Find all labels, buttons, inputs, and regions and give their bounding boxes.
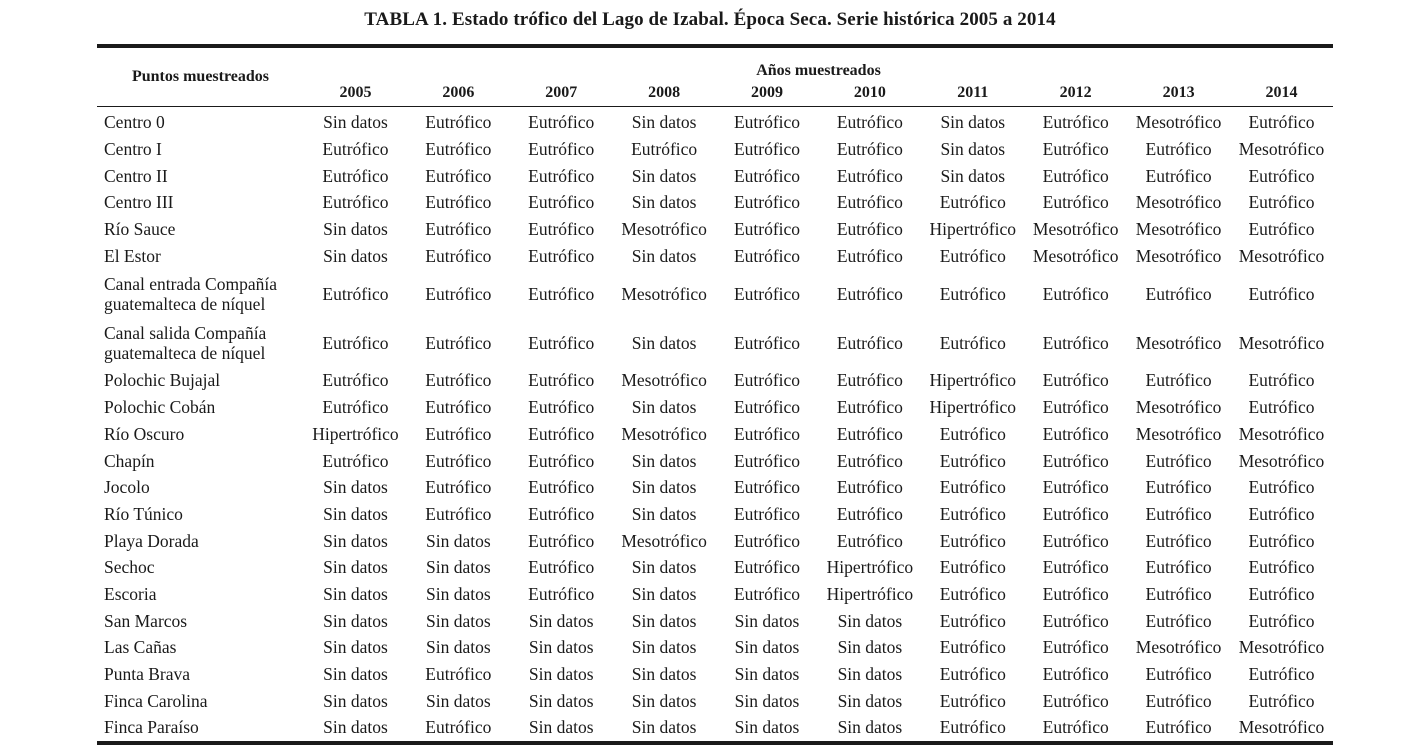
trophic-state-cell-2013: Eutrófico <box>1145 530 1212 551</box>
trophic-state-cell-2012: Eutrófico <box>1042 332 1109 353</box>
trophic-state-cell-2012: Eutrófico <box>1042 165 1109 186</box>
trophic-state-cell-2009: Eutrófico <box>733 397 801 418</box>
table-title: TABLA 1. Estado trófico del Lago de Izabal. Época Seca. Serie histórica 2005 a 2014 <box>364 9 1056 30</box>
sampling-point-cell: Jocolo <box>104 477 150 498</box>
trophic-state-cell-2009: Eutrófico <box>733 112 801 133</box>
trophic-state-cell-2013: Eutrófico <box>1145 690 1212 711</box>
trophic-state-cell-2008: Sin datos <box>631 397 697 418</box>
year-header-2013: 2013 <box>1127 80 1230 106</box>
trophic-state-cell-2007: Sin datos <box>528 637 594 658</box>
trophic-state-cell-2014: Mesotrófico <box>1238 637 1325 658</box>
trophic-state-cell-2006: Eutrófico <box>425 664 492 685</box>
trophic-state-cell-2008: Eutrófico <box>631 139 698 160</box>
trophic-state-cell-2007: Eutrófico <box>528 192 595 213</box>
sampling-point-cell: Centro II <box>104 165 168 186</box>
trophic-state-cell-2013: Mesotrófico <box>1135 219 1222 240</box>
sampling-point-cell: Canal entrada Compañía guatemalteca de níquel <box>104 273 277 314</box>
table-row <box>97 661 1333 688</box>
trophic-state-cell-2012: Eutrófico <box>1042 664 1109 685</box>
points-column-header: Puntos muestreados <box>97 46 304 107</box>
year-header-2006: 2006 <box>407 80 510 106</box>
trophic-state-cell-2010: Sin datos <box>837 717 903 738</box>
table-container <box>97 44 1333 745</box>
table-row <box>97 162 1333 189</box>
trophic-state-cell-2011: Eutrófico <box>939 192 1006 213</box>
table-row <box>97 687 1333 714</box>
trophic-state-cell-2011: Hipertrófico <box>929 370 1017 391</box>
sampling-point-cell: Río Sauce <box>104 219 176 240</box>
trophic-state-cell-2005: Sin datos <box>323 557 388 578</box>
trophic-state-cell-2008: Mesotrófico <box>621 423 707 444</box>
trophic-state-cell-2012: Eutrófico <box>1042 690 1109 711</box>
trophic-state-cell-2012: Eutrófico <box>1042 477 1109 498</box>
year-header-2010: 2010 <box>818 80 921 106</box>
sampling-point-cell: Sechoc <box>104 557 155 578</box>
table-row <box>97 136 1333 163</box>
trophic-state-cell-2009: Eutrófico <box>733 219 801 240</box>
trophic-state-cell-2012: Eutrófico <box>1042 283 1109 304</box>
trophic-state-cell-2009: Sin datos <box>734 690 800 711</box>
table-row <box>97 421 1333 448</box>
trophic-state-cell-2008: Sin datos <box>631 503 697 524</box>
trophic-state-cell-2011: Sin datos <box>940 165 1006 186</box>
trophic-state-cell-2005: Sin datos <box>323 690 388 711</box>
trophic-state-cell-2009: Eutrófico <box>733 165 801 186</box>
trophic-state-cell-2008: Mesotrófico <box>621 530 707 551</box>
trophic-state-cell-2013: Eutrófico <box>1145 610 1212 631</box>
table-row <box>97 447 1333 474</box>
trophic-state-cell-2007: Eutrófico <box>528 583 595 604</box>
trophic-state-cell-2006: Eutrófico <box>425 219 492 240</box>
trophic-state-cell-2012: Eutrófico <box>1042 450 1109 471</box>
trophic-state-cell-2010: Eutrófico <box>836 503 903 524</box>
trophic-state-cell-2010: Eutrófico <box>836 283 903 304</box>
trophic-state-cell-2008: Sin datos <box>631 557 697 578</box>
trophic-state-cell-2006: Sin datos <box>426 690 491 711</box>
sampling-point-cell: Polochic Bujajal <box>104 370 221 391</box>
trophic-state-cell-2012: Eutrófico <box>1042 610 1109 631</box>
sampling-point-cell: Escoria <box>104 583 157 604</box>
trophic-state-cell-2013: Eutrófico <box>1145 664 1212 685</box>
sampling-point-cell: Chapín <box>104 450 155 471</box>
trophic-state-cell-2006: Eutrófico <box>425 397 492 418</box>
trophic-state-cell-2013: Eutrófico <box>1145 583 1212 604</box>
sampling-point-cell: Canal salida Compañía guatemalteca de níquel <box>104 322 267 363</box>
trophic-state-cell-2007: Eutrófico <box>528 245 595 266</box>
trophic-state-cell-2005: Eutrófico <box>322 332 389 353</box>
trophic-state-cell-2007: Eutrófico <box>528 219 595 240</box>
trophic-state-cell-2010: Eutrófico <box>836 219 903 240</box>
trophic-state-cell-2009: Sin datos <box>734 637 800 658</box>
trophic-state-cell-2006: Eutrófico <box>425 370 492 391</box>
trophic-state-cell-2007: Eutrófico <box>528 450 595 471</box>
trophic-state-cell-2014: Eutrófico <box>1248 583 1315 604</box>
trophic-state-cell-2008: Sin datos <box>631 583 697 604</box>
trophic-state-cell-2006: Eutrófico <box>425 450 492 471</box>
trophic-state-cell-2010: Sin datos <box>837 690 903 711</box>
sampling-point-cell: Punta Brava <box>104 664 191 685</box>
trophic-state-cell-2013: Mesotrófico <box>1135 112 1222 133</box>
trophic-state-cell-2011: Eutrófico <box>939 283 1006 304</box>
trophic-state-cell-2005: Sin datos <box>323 717 388 738</box>
sampling-point-cell: Las Cañas <box>104 637 177 658</box>
trophic-state-cell-2013: Mesotrófico <box>1135 637 1222 658</box>
trophic-state-cell-2009: Eutrófico <box>733 283 801 304</box>
trophic-state-cell-2006: Sin datos <box>426 557 491 578</box>
sampling-point-cell: Finca Paraíso <box>104 717 199 738</box>
trophic-state-cell-2010: Hipertrófico <box>826 583 914 604</box>
trophic-state-cell-2007: Sin datos <box>528 690 594 711</box>
trophic-state-cell-2013: Eutrófico <box>1145 717 1212 738</box>
trophic-state-cell-2013: Eutrófico <box>1145 477 1212 498</box>
trophic-state-cell-2006: Sin datos <box>426 637 491 658</box>
trophic-state-cell-2014: Eutrófico <box>1248 397 1315 418</box>
trophic-state-cell-2014: Eutrófico <box>1248 477 1315 498</box>
trophic-state-cell-2005: Sin datos <box>323 664 388 685</box>
trophic-state-cell-2012: Eutrófico <box>1042 717 1109 738</box>
trophic-state-cell-2008: Sin datos <box>631 610 697 631</box>
trophic-state-cell-2012: Eutrófico <box>1042 557 1109 578</box>
trophic-state-cell-2008: Mesotrófico <box>621 219 707 240</box>
table-row <box>97 501 1333 528</box>
table-body <box>97 107 1333 743</box>
year-header-2009: 2009 <box>716 80 819 106</box>
trophic-state-cell-2011: Eutrófico <box>939 332 1006 353</box>
table-row <box>97 242 1333 269</box>
trophic-state-cell-2005: Sin datos <box>323 219 388 240</box>
trophic-state-cell-2010: Eutrófico <box>836 192 903 213</box>
trophic-state-cell-2010: Sin datos <box>837 664 903 685</box>
trophic-state-cell-2009: Eutrófico <box>733 332 801 353</box>
trophic-state-cell-2008: Sin datos <box>631 717 697 738</box>
sampling-point-cell: Centro I <box>104 139 162 160</box>
trophic-state-cell-2010: Eutrófico <box>836 112 903 133</box>
trophic-state-cell-2011: Eutrófico <box>939 583 1006 604</box>
trophic-state-cell-2008: Sin datos <box>631 690 697 711</box>
table-row <box>97 394 1333 421</box>
trophic-state-cell-2006: Eutrófico <box>425 112 492 133</box>
trophic-state-cell-2006: Eutrófico <box>425 503 492 524</box>
trophic-state-cell-2010: Eutrófico <box>836 165 903 186</box>
trophic-state-cell-2011: Eutrófico <box>939 717 1006 738</box>
trophic-state-cell-2011: Sin datos <box>940 139 1006 160</box>
trophic-state-cell-2013: Mesotrófico <box>1135 245 1222 266</box>
trophic-state-cell-2011: Eutrófico <box>939 664 1006 685</box>
trophic-state-cell-2008: Sin datos <box>631 664 697 685</box>
trophic-state-cell-2011: Eutrófico <box>939 530 1006 551</box>
trophic-state-cell-2010: Eutrófico <box>836 477 903 498</box>
trophic-state-cell-2012: Eutrófico <box>1042 503 1109 524</box>
trophic-state-cell-2008: Mesotrófico <box>621 283 707 304</box>
trophic-state-cell-2011: Eutrófico <box>939 245 1006 266</box>
trophic-state-cell-2010: Eutrófico <box>836 423 903 444</box>
year-header-2012: 2012 <box>1024 80 1127 106</box>
table-row <box>97 634 1333 661</box>
trophic-state-cell-2014: Eutrófico <box>1248 690 1315 711</box>
trophic-state-cell-2007: Eutrófico <box>528 165 595 186</box>
trophic-state-cell-2009: Eutrófico <box>733 370 801 391</box>
trophic-state-cell-2005: Eutrófico <box>322 397 389 418</box>
trophic-state-cell-2011: Eutrófico <box>939 477 1006 498</box>
table-row <box>97 714 1333 743</box>
trophic-state-cell-2009: Eutrófico <box>733 477 801 498</box>
trophic-state-cell-2009: Sin datos <box>734 717 800 738</box>
trophic-state-cell-2007: Eutrófico <box>528 423 595 444</box>
sampling-point-cell: Polochic Cobán <box>104 397 216 418</box>
year-header-2007: 2007 <box>510 80 613 106</box>
trophic-state-cell-2014: Eutrófico <box>1248 530 1315 551</box>
trophic-state-cell-2014: Eutrófico <box>1248 192 1315 213</box>
table-row <box>97 269 1333 318</box>
trophic-state-cell-2013: Eutrófico <box>1145 370 1212 391</box>
table-row <box>97 318 1333 367</box>
trophic-state-cell-2011: Sin datos <box>940 112 1006 133</box>
table-row <box>97 607 1333 634</box>
trophic-state-cell-2007: Sin datos <box>528 610 594 631</box>
trophic-state-cell-2012: Eutrófico <box>1042 583 1109 604</box>
trophic-state-cell-2009: Eutrófico <box>733 450 801 471</box>
trophic-state-cell-2006: Eutrófico <box>425 139 492 160</box>
trophic-state-cell-2010: Sin datos <box>837 637 903 658</box>
sampling-point-cell: El Estor <box>104 245 161 266</box>
trophic-state-cell-2007: Eutrófico <box>528 503 595 524</box>
trophic-state-cell-2012: Eutrófico <box>1042 637 1109 658</box>
trophic-state-cell-2005: Sin datos <box>323 503 388 524</box>
trophic-state-cell-2011: Eutrófico <box>939 637 1006 658</box>
trophic-state-cell-2014: Eutrófico <box>1248 664 1315 685</box>
trophic-state-cell-2007: Sin datos <box>528 717 594 738</box>
trophic-state-cell-2009: Eutrófico <box>733 503 801 524</box>
trophic-state-cell-2013: Mesotrófico <box>1135 423 1222 444</box>
trophic-state-cell-2014: Mesotrófico <box>1238 450 1325 471</box>
trophic-state-cell-2014: Eutrófico <box>1248 112 1315 133</box>
trophic-state-cell-2014: Mesotrófico <box>1238 717 1325 738</box>
trophic-state-cell-2010: Eutrófico <box>836 139 903 160</box>
year-header-2008: 2008 <box>613 80 716 106</box>
trophic-state-cell-2013: Eutrófico <box>1145 165 1212 186</box>
trophic-state-cell-2007: Sin datos <box>528 664 594 685</box>
trophic-state-cell-2010: Eutrófico <box>836 450 903 471</box>
trophic-state-cell-2010: Eutrófico <box>836 397 903 418</box>
trophic-state-cell-2011: Hipertrófico <box>929 219 1017 240</box>
trophic-state-cell-2008: Sin datos <box>631 245 697 266</box>
trophic-state-table <box>97 44 1333 745</box>
years-group-header: Años muestreados <box>756 62 881 80</box>
trophic-state-cell-2012: Eutrófico <box>1042 192 1109 213</box>
trophic-state-cell-2007: Eutrófico <box>528 283 595 304</box>
trophic-state-cell-2005: Eutrófico <box>322 283 389 304</box>
sampling-point-cell: Finca Carolina <box>104 690 208 711</box>
trophic-state-cell-2012: Eutrófico <box>1042 370 1109 391</box>
trophic-state-cell-2009: Eutrófico <box>733 423 801 444</box>
trophic-state-cell-2007: Eutrófico <box>528 139 595 160</box>
trophic-state-cell-2009: Eutrófico <box>733 245 801 266</box>
trophic-state-cell-2013: Eutrófico <box>1145 450 1212 471</box>
trophic-state-cell-2009: Sin datos <box>734 610 800 631</box>
trophic-state-cell-2006: Sin datos <box>426 610 491 631</box>
trophic-state-cell-2014: Eutrófico <box>1248 557 1315 578</box>
trophic-state-cell-2006: Eutrófico <box>425 283 492 304</box>
trophic-state-cell-2005: Sin datos <box>323 530 388 551</box>
trophic-state-cell-2006: Eutrófico <box>425 332 492 353</box>
trophic-state-cell-2013: Mesotrófico <box>1135 192 1222 213</box>
trophic-state-cell-2009: Eutrófico <box>733 139 801 160</box>
trophic-state-cell-2012: Eutrófico <box>1042 530 1109 551</box>
trophic-state-cell-2005: Eutrófico <box>322 165 389 186</box>
trophic-state-cell-2014: Eutrófico <box>1248 283 1315 304</box>
trophic-state-cell-2005: Sin datos <box>323 112 388 133</box>
trophic-state-cell-2012: Eutrófico <box>1042 397 1109 418</box>
trophic-state-cell-2012: Eutrófico <box>1042 139 1109 160</box>
trophic-state-cell-2013: Eutrófico <box>1145 503 1212 524</box>
trophic-state-cell-2009: Eutrófico <box>733 557 801 578</box>
trophic-state-cell-2010: Eutrófico <box>836 370 903 391</box>
trophic-state-cell-2011: Eutrófico <box>939 557 1006 578</box>
sampling-point-cell: Río Oscuro <box>104 423 185 444</box>
trophic-state-cell-2005: Eutrófico <box>322 139 389 160</box>
trophic-state-cell-2014: Eutrófico <box>1248 165 1315 186</box>
table-row <box>97 216 1333 243</box>
trophic-state-cell-2014: Eutrófico <box>1248 610 1315 631</box>
table-row <box>97 581 1333 608</box>
trophic-state-cell-2005: Sin datos <box>323 477 388 498</box>
trophic-state-cell-2005: Eutrófico <box>322 370 389 391</box>
trophic-state-cell-2008: Sin datos <box>631 332 697 353</box>
trophic-state-cell-2014: Eutrófico <box>1248 219 1315 240</box>
trophic-state-cell-2014: Mesotrófico <box>1238 139 1325 160</box>
trophic-state-cell-2006: Sin datos <box>426 530 491 551</box>
trophic-state-cell-2005: Eutrófico <box>322 192 389 213</box>
trophic-state-cell-2014: Eutrófico <box>1248 503 1315 524</box>
year-header-2014: 2014 <box>1230 80 1333 106</box>
table-row <box>97 554 1333 581</box>
trophic-state-cell-2012: Mesotrófico <box>1032 219 1119 240</box>
sampling-point-cell: Centro III <box>104 192 174 213</box>
trophic-state-cell-2010: Eutrófico <box>836 530 903 551</box>
year-header-2005: 2005 <box>304 80 407 106</box>
trophic-state-cell-2007: Eutrófico <box>528 112 595 133</box>
trophic-state-cell-2013: Mesotrófico <box>1135 397 1222 418</box>
sampling-point-cell: Centro 0 <box>104 112 165 133</box>
trophic-state-cell-2006: Eutrófico <box>425 423 492 444</box>
sampling-point-cell: Playa Dorada <box>104 530 199 551</box>
year-header-2011: 2011 <box>921 80 1024 106</box>
trophic-state-cell-2008: Mesotrófico <box>621 370 707 391</box>
trophic-state-cell-2011: Hipertrófico <box>929 397 1017 418</box>
trophic-state-cell-2013: Mesotrófico <box>1135 332 1222 353</box>
trophic-state-cell-2013: Eutrófico <box>1145 557 1212 578</box>
trophic-state-cell-2006: Eutrófico <box>425 165 492 186</box>
trophic-state-cell-2005: Sin datos <box>323 610 388 631</box>
trophic-state-cell-2008: Sin datos <box>631 450 697 471</box>
trophic-state-cell-2005: Sin datos <box>323 637 388 658</box>
trophic-state-cell-2007: Eutrófico <box>528 370 595 391</box>
trophic-state-cell-2006: Eutrófico <box>425 477 492 498</box>
trophic-state-cell-2008: Sin datos <box>631 192 697 213</box>
trophic-state-cell-2007: Eutrófico <box>528 557 595 578</box>
trophic-state-cell-2008: Sin datos <box>631 112 697 133</box>
trophic-state-cell-2007: Eutrófico <box>528 477 595 498</box>
table-row <box>97 474 1333 501</box>
trophic-state-cell-2011: Eutrófico <box>939 423 1006 444</box>
trophic-state-cell-2014: Mesotrófico <box>1238 423 1325 444</box>
trophic-state-cell-2008: Sin datos <box>631 477 697 498</box>
trophic-state-cell-2009: Sin datos <box>734 664 800 685</box>
trophic-state-cell-2009: Eutrófico <box>733 192 801 213</box>
trophic-state-cell-2014: Mesotrófico <box>1238 332 1325 353</box>
trophic-state-cell-2008: Sin datos <box>631 165 697 186</box>
trophic-state-cell-2010: Eutrófico <box>836 332 903 353</box>
trophic-state-cell-2012: Eutrófico <box>1042 112 1109 133</box>
trophic-state-cell-2006: Eutrófico <box>425 192 492 213</box>
trophic-state-cell-2005: Eutrófico <box>322 450 389 471</box>
trophic-state-cell-2006: Eutrófico <box>425 717 492 738</box>
trophic-state-cell-2012: Mesotrófico <box>1032 245 1119 266</box>
trophic-state-cell-2011: Eutrófico <box>939 450 1006 471</box>
sampling-point-cell: Río Túnico <box>104 503 183 524</box>
trophic-state-cell-2005: Sin datos <box>323 583 388 604</box>
table-row <box>97 527 1333 554</box>
sampling-point-cell: San Marcos <box>104 610 188 631</box>
trophic-state-cell-2013: Eutrófico <box>1145 139 1212 160</box>
trophic-state-cell-2008: Sin datos <box>631 637 697 658</box>
trophic-state-cell-2007: Eutrófico <box>528 397 595 418</box>
trophic-state-cell-2014: Eutrófico <box>1248 370 1315 391</box>
trophic-state-cell-2010: Sin datos <box>837 610 903 631</box>
trophic-state-cell-2006: Sin datos <box>426 583 491 604</box>
table-row <box>97 367 1333 394</box>
trophic-state-cell-2005: Hipertrófico <box>312 423 399 444</box>
trophic-state-cell-2014: Mesotrófico <box>1238 245 1325 266</box>
trophic-state-cell-2010: Eutrófico <box>836 245 903 266</box>
trophic-state-cell-2007: Eutrófico <box>528 530 595 551</box>
trophic-state-cell-2007: Eutrófico <box>528 332 595 353</box>
table-row <box>97 107 1333 136</box>
trophic-state-cell-2005: Sin datos <box>323 245 388 266</box>
table-row <box>97 189 1333 216</box>
trophic-state-cell-2009: Eutrófico <box>733 530 801 551</box>
trophic-state-cell-2013: Eutrófico <box>1145 283 1212 304</box>
trophic-state-cell-2011: Eutrófico <box>939 503 1006 524</box>
trophic-state-cell-2011: Eutrófico <box>939 690 1006 711</box>
trophic-state-cell-2012: Eutrófico <box>1042 423 1109 444</box>
trophic-state-cell-2010: Hipertrófico <box>826 557 914 578</box>
trophic-state-cell-2011: Eutrófico <box>939 610 1006 631</box>
trophic-state-cell-2006: Eutrófico <box>425 245 492 266</box>
trophic-state-cell-2009: Eutrófico <box>733 583 801 604</box>
